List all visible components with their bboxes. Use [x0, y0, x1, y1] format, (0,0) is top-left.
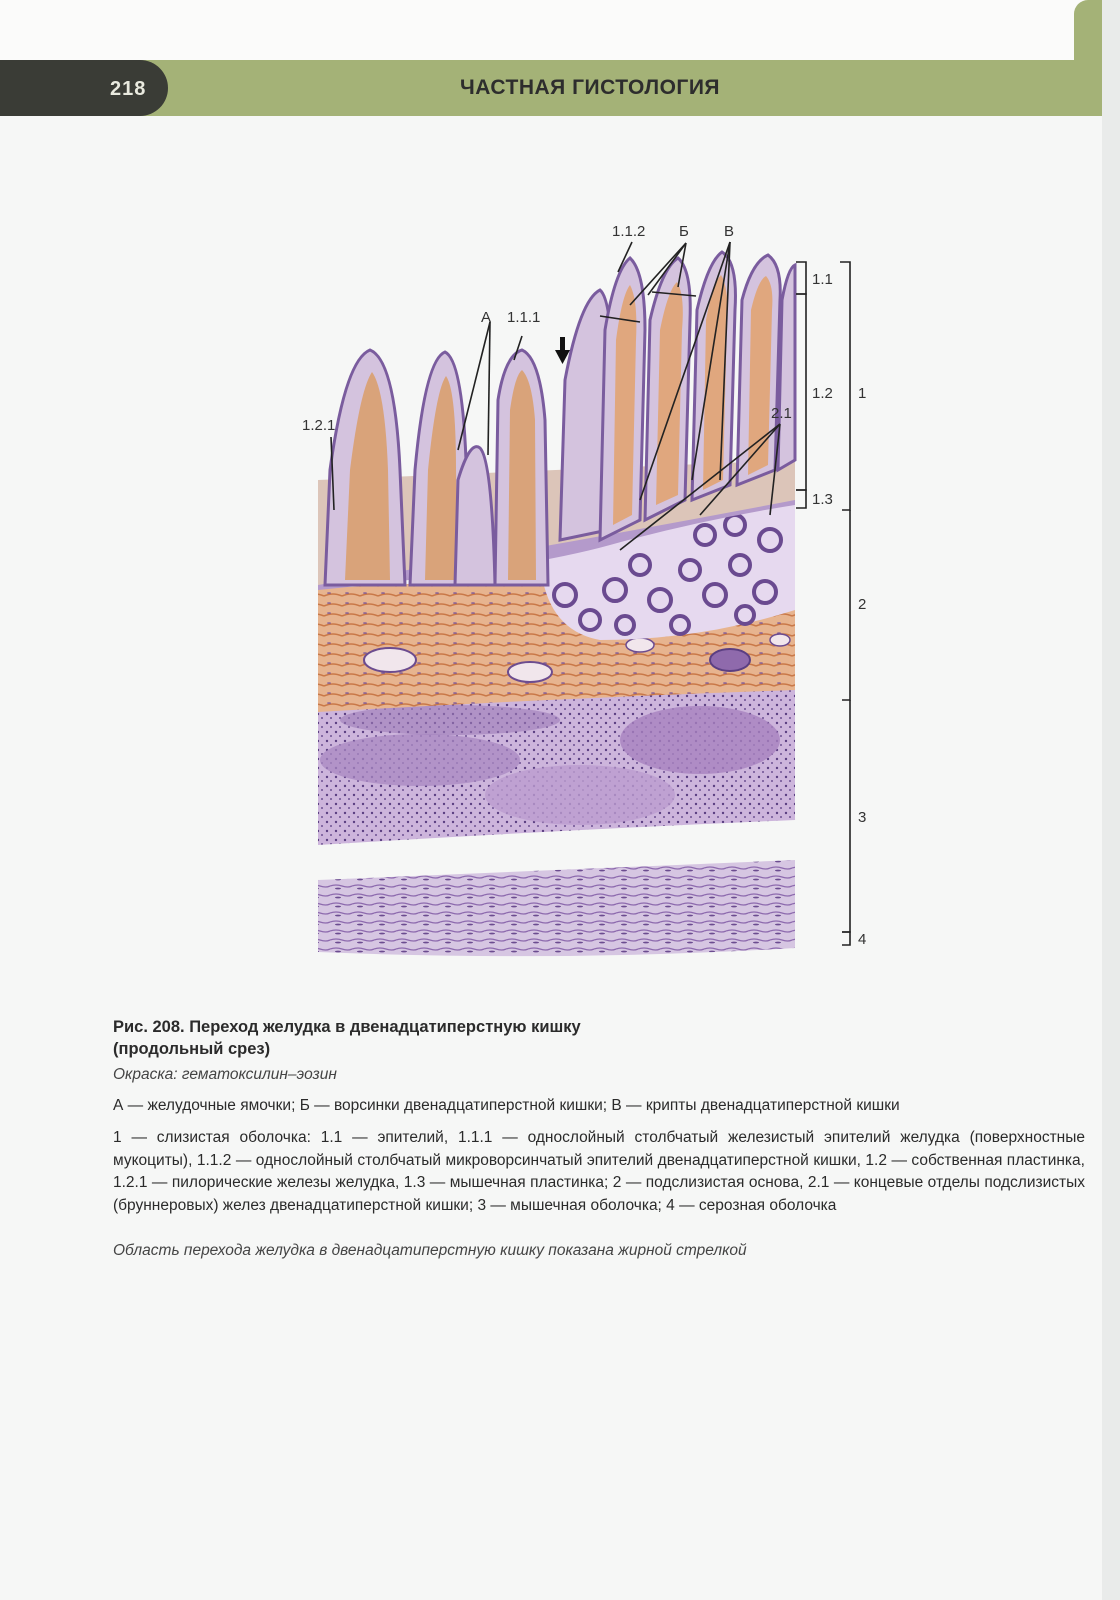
- muscle-bundle: [620, 706, 780, 774]
- label-1-3: 1.3: [812, 491, 833, 508]
- vessel: [710, 649, 750, 671]
- number-legend: 1 — слизистая оболочка: 1.1 — эпителий, 1.1.1 — однослойный столбчатый железистый эпителий желудка (поверхностные мукоциты), 1.1.2 — однослойный столбчатый микроворсинчатый эпителий двенадцатиперстной кишки, 1.2 — собственная пластинка, 1.2.1 — пилорические железы желудка, 1.3 — мышечная пластинка; 2 — подслизистая основа, 2.1 — концевые отделы подслизистых (бруннеровых) желез двенадцатиперстной кишки; 3 — мышечная оболочка; 4 — серозная оболочка: [113, 1129, 1085, 1214]
- stain-note: Окраска: гематоксилин–эозин: [113, 1066, 337, 1083]
- arrow-note: Область перехода желудка в двенадцатиперстную кишку показана жирной стрелкой: [113, 1242, 747, 1259]
- label-1-1-1: 1.1.1: [507, 309, 541, 326]
- caption-title-line2: (продольный срез): [113, 1040, 271, 1058]
- muscle-bundle: [485, 765, 675, 825]
- label-3: 3: [858, 809, 867, 826]
- vessel: [364, 648, 416, 672]
- label-1-1-2: 1.1.2: [612, 223, 646, 240]
- histology-illustration: [0, 200, 1120, 980]
- label-4: 4: [858, 931, 867, 948]
- muscle-bundle: [320, 734, 520, 786]
- page-number: 218: [110, 78, 147, 100]
- label-V: В: [724, 223, 735, 240]
- running-title: ЧАСТНАЯ ГИСТОЛОГИЯ: [459, 76, 721, 99]
- label-1-2-1: 1.2.1: [302, 417, 336, 434]
- letter-legend: А — желудочные ямочки; Б — ворсинки двенадцатиперстной кишки; В — крипты двенадцатиперстной кишки: [113, 1097, 900, 1114]
- label-1-2: 1.2: [812, 385, 833, 402]
- page-top-margin: [0, 0, 1110, 60]
- caption-title-line1: Рис. 208. Переход желудка в двенадцатиперстную кишку: [113, 1018, 581, 1036]
- vessel: [508, 662, 552, 682]
- label-1: 1: [858, 385, 867, 402]
- label-2-1: 2.1: [771, 405, 792, 422]
- label-2: 2: [858, 596, 867, 613]
- label-B: Б: [679, 223, 689, 240]
- serosa-layer: [318, 860, 795, 956]
- vessel: [770, 634, 790, 646]
- figure-caption-title: [113, 1016, 1085, 1060]
- layer-brackets: [796, 262, 850, 945]
- vessel: [626, 638, 654, 652]
- muscle-bundle: [340, 705, 560, 735]
- gastric-folds: [325, 350, 548, 585]
- label-1-1: 1.1: [812, 271, 833, 288]
- label-A: А: [481, 309, 492, 326]
